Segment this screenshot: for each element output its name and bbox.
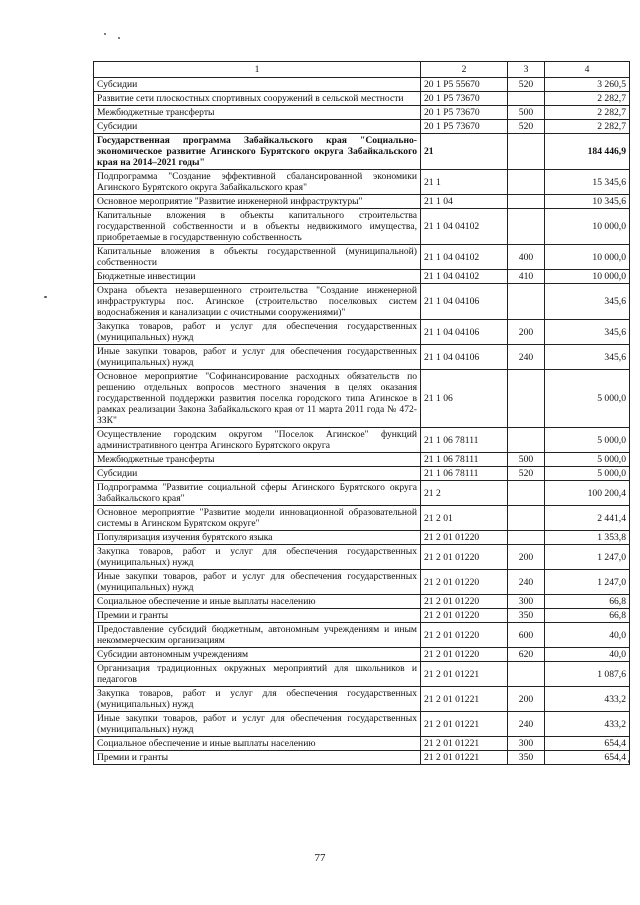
row-name-cell: Закупка товаров, работ и услуг для обеспечения государственных (муниципальных) нужд [94,320,421,345]
row-sum-cell: 10 345,6 [545,195,630,209]
row-code-cell: 20 1 P5 55670 [421,78,508,92]
row-sum-cell: 2 282,7 [545,120,630,134]
row-expense-type-cell [508,170,545,195]
row-expense-type-cell [508,481,545,506]
row-name-cell: Популяризация изучения бурятского языка [94,531,421,545]
row-code-cell: 21 1 06 [421,370,508,428]
row-code-cell: 21 1 [421,170,508,195]
row-code-cell: 21 2 01 01221 [421,687,508,712]
table-row [94,751,630,765]
row-code-cell: 21 2 01 01220 [421,570,508,595]
row-expense-type-cell [508,195,545,209]
row-sum-cell: 40,0 [545,648,630,662]
row-sum-cell: 15 345,6 [545,170,630,195]
row-sum-cell: 1 087,6 [545,662,630,687]
table-row [94,106,630,120]
row-code-cell: 20 1 P5 73670 [421,106,508,120]
row-expense-type-cell: 300 [508,595,545,609]
row-name-cell: Субсидии автономным учреждениям [94,648,421,662]
header-col-2: 2 [421,62,508,78]
table-row [94,345,630,370]
row-sum-cell: 2 282,7 [545,106,630,120]
row-name-cell: Иные закупки товаров, работ и услуг для обеспечения государственных (муниципальных) нужд [94,712,421,737]
row-sum-cell: 2 282,7 [545,92,630,106]
row-code-cell: 21 1 04 04102 [421,245,508,270]
row-sum-cell: 3 260,5 [545,78,630,92]
row-name-cell: Капитальные вложения в объекты капитального строительства государственной собственности и в объекты недвижимого имущества, приобретаемые в государственную собственность [94,209,421,245]
row-name-cell: Развитие сети плоскостных спортивных сооружений в сельской местности [94,92,421,106]
row-name-cell: Межбюджетные трансферты [94,453,421,467]
row-code-cell: 21 1 04 04106 [421,284,508,320]
table-row [94,481,630,506]
row-code-cell: 21 1 06 78111 [421,428,508,453]
row-sum-cell: 433,2 [545,712,630,737]
row-code-cell: 21 2 [421,481,508,506]
table-row [94,370,630,428]
table-row [94,195,630,209]
table-body [94,78,630,765]
table-row [94,428,630,453]
table-header-row [94,62,630,78]
row-code-cell: 21 2 01 01220 [421,531,508,545]
row-sum-cell: 5 000,0 [545,428,630,453]
row-expense-type-cell: 200 [508,320,545,345]
table-row [94,92,630,106]
table-row [94,134,630,170]
row-sum-cell: 66,8 [545,595,630,609]
table-row [94,120,630,134]
row-name-cell: Премии и гранты [94,609,421,623]
row-expense-type-cell [508,92,545,106]
row-name-cell: Основное мероприятие "Развитие модели инновационной образовательной системы в Агинском Бурятском округе" [94,506,421,531]
row-code-cell: 20 1 P5 73670 [421,92,508,106]
table-row [94,467,630,481]
row-code-cell: 21 2 01 01220 [421,609,508,623]
row-expense-type-cell: 520 [508,78,545,92]
table-row [94,506,630,531]
row-code-cell: 21 2 01 01220 [421,648,508,662]
table-row [94,170,630,195]
row-sum-cell: 345,6 [545,284,630,320]
row-sum-cell: 10 000,0 [545,245,630,270]
row-name-cell: Субсидии [94,467,421,481]
row-name-cell: Основное мероприятие "Развитие инженерной инфраструктуры" [94,195,421,209]
row-name-cell: Социальное обеспечение и иные выплаты населению [94,595,421,609]
table-row [94,609,630,623]
row-name-cell: Субсидии [94,78,421,92]
row-expense-type-cell: 520 [508,467,545,481]
row-sum-cell: 184 446,9 [545,134,630,170]
table-row [94,687,630,712]
row-name-cell: Подпрограмма "Развитие социальной сферы Агинского Бурятского округа Забайкальского края" [94,481,421,506]
table-row [94,245,630,270]
row-code-cell: 21 2 01 01221 [421,737,508,751]
table-row [94,209,630,245]
row-name-cell: Государственная программа Забайкальского края "Социально-экономическое развитие Агинского Бурятского округа Забайкальского края на 2014–2021 годы" [94,134,421,170]
row-name-cell: Субсидии [94,120,421,134]
row-code-cell: 21 1 06 78111 [421,467,508,481]
row-code-cell: 21 2 01 [421,506,508,531]
row-sum-cell: 433,2 [545,687,630,712]
row-code-cell: 21 2 01 01220 [421,545,508,570]
row-expense-type-cell: 500 [508,453,545,467]
row-name-cell: Осуществление городским округом "Поселок Агинское" функций административного центра Агинского Бурятского округа [94,428,421,453]
row-name-cell: Социальное обеспечение и иные выплаты населению [94,737,421,751]
row-code-cell: 21 1 04 04106 [421,320,508,345]
row-sum-cell: 5 000,0 [545,453,630,467]
table-row [94,284,630,320]
table-row [94,648,630,662]
row-sum-cell: 100 200,4 [545,481,630,506]
row-expense-type-cell: 620 [508,648,545,662]
table-row [94,453,630,467]
header-col-1: 1 [94,62,421,78]
row-name-cell: Премии и гранты [94,751,421,765]
row-expense-type-cell: 500 [508,106,545,120]
row-code-cell: 21 1 06 78111 [421,453,508,467]
row-code-cell: 21 2 01 01221 [421,662,508,687]
row-expense-type-cell [508,428,545,453]
page-number: 77 [314,852,326,864]
row-sum-cell: 345,6 [545,345,630,370]
row-name-cell: Иные закупки товаров, работ и услуг для обеспечения государственных (муниципальных) нужд [94,345,421,370]
table-row [94,320,630,345]
row-code-cell: 20 1 P5 73670 [421,120,508,134]
row-code-cell: 21 1 04 04102 [421,209,508,245]
row-sum-cell: 10 000,0 [545,270,630,284]
row-code-cell: 21 1 04 04106 [421,345,508,370]
row-code-cell: 21 1 04 04102 [421,270,508,284]
row-expense-type-cell: 400 [508,245,545,270]
row-sum-cell: 10 000,0 [545,209,630,245]
row-expense-type-cell: 240 [508,570,545,595]
row-expense-type-cell: 350 [508,751,545,765]
row-expense-type-cell: 200 [508,687,545,712]
row-name-cell: Межбюджетные трансферты [94,106,421,120]
row-name-cell: Капитальные вложения в объекты государственной (муниципальной) собственности [94,245,421,270]
scan-speck [118,37,120,39]
row-code-cell: 21 1 04 [421,195,508,209]
table-row [94,595,630,609]
row-name-cell: Основное мероприятие "Софинансирование расходных обязательств по решению отдельных вопросов местного значения в целях оказания государственной поддержки развития поселка городского типа Агинское в рамках реализации Закона Забайкальского края от 11 марта 2011 года № 472-ЗЗК" [94,370,421,428]
row-sum-cell: 1 353,8 [545,531,630,545]
row-expense-type-cell [508,284,545,320]
header-col-3: 3 [508,62,545,78]
row-expense-type-cell: 410 [508,270,545,284]
table-row [94,270,630,284]
table-row [94,623,630,648]
row-expense-type-cell: 240 [508,712,545,737]
row-sum-cell: 66,8 [545,609,630,623]
row-name-cell: Охрана объекта незавершенного строительства "Создание инженерной инфраструктуры пос. Агинское (строительство поселковых систем водоснабжения и канализации с очистными сооружениями)" [94,284,421,320]
row-sum-cell: 40,0 [545,623,630,648]
header-col-4: 4 [545,62,630,78]
row-sum-cell: 5 000,0 [545,467,630,481]
row-name-cell: Подпрограмма "Создание эффективной сбалансированной экономики Агинского Бурятского округа Забайкальского края" [94,170,421,195]
table-row [94,570,630,595]
table-row [94,712,630,737]
row-sum-cell: 1 247,0 [545,545,630,570]
row-name-cell: Организация традиционных окружных мероприятий для школьников и педагогов [94,662,421,687]
row-name-cell: Закупка товаров, работ и услуг для обеспечения государственных (муниципальных) нужд [94,545,421,570]
row-expense-type-cell: 240 [508,345,545,370]
row-sum-cell: 654,4 [545,751,630,765]
row-code-cell: 21 2 01 01221 [421,712,508,737]
row-sum-cell: 654,4 [545,737,630,751]
row-expense-type-cell: 520 [508,120,545,134]
row-expense-type-cell [508,134,545,170]
row-name-cell: Закупка товаров, работ и услуг для обеспечения государственных (муниципальных) нужд [94,687,421,712]
row-sum-cell: 2 441,4 [545,506,630,531]
row-expense-type-cell [508,662,545,687]
row-code-cell: 21 2 01 01221 [421,751,508,765]
row-expense-type-cell [508,506,545,531]
table-row [94,78,630,92]
table-row [94,662,630,687]
row-expense-type-cell [508,209,545,245]
row-sum-cell: 345,6 [545,320,630,345]
row-expense-type-cell: 200 [508,545,545,570]
table-row [94,737,630,751]
row-expense-type-cell [508,531,545,545]
scan-speck [104,33,106,35]
row-expense-type-cell: 350 [508,609,545,623]
row-sum-cell: 1 247,0 [545,570,630,595]
scan-speck [44,296,47,298]
row-code-cell: 21 2 01 01220 [421,623,508,648]
row-sum-cell: 5 000,0 [545,370,630,428]
row-expense-type-cell: 600 [508,623,545,648]
table-row [94,531,630,545]
table-row [94,545,630,570]
row-code-cell: 21 2 01 01220 [421,595,508,609]
row-code-cell: 21 [421,134,508,170]
row-expense-type-cell: 300 [508,737,545,751]
row-name-cell: Бюджетные инвестиции [94,270,421,284]
budget-table [93,61,630,765]
row-name-cell: Предоставление субсидий бюджетным, автономным учреждениям и иным некоммерческим организациям [94,623,421,648]
row-name-cell: Иные закупки товаров, работ и услуг для обеспечения государственных (муниципальных) нужд [94,570,421,595]
row-expense-type-cell [508,370,545,428]
